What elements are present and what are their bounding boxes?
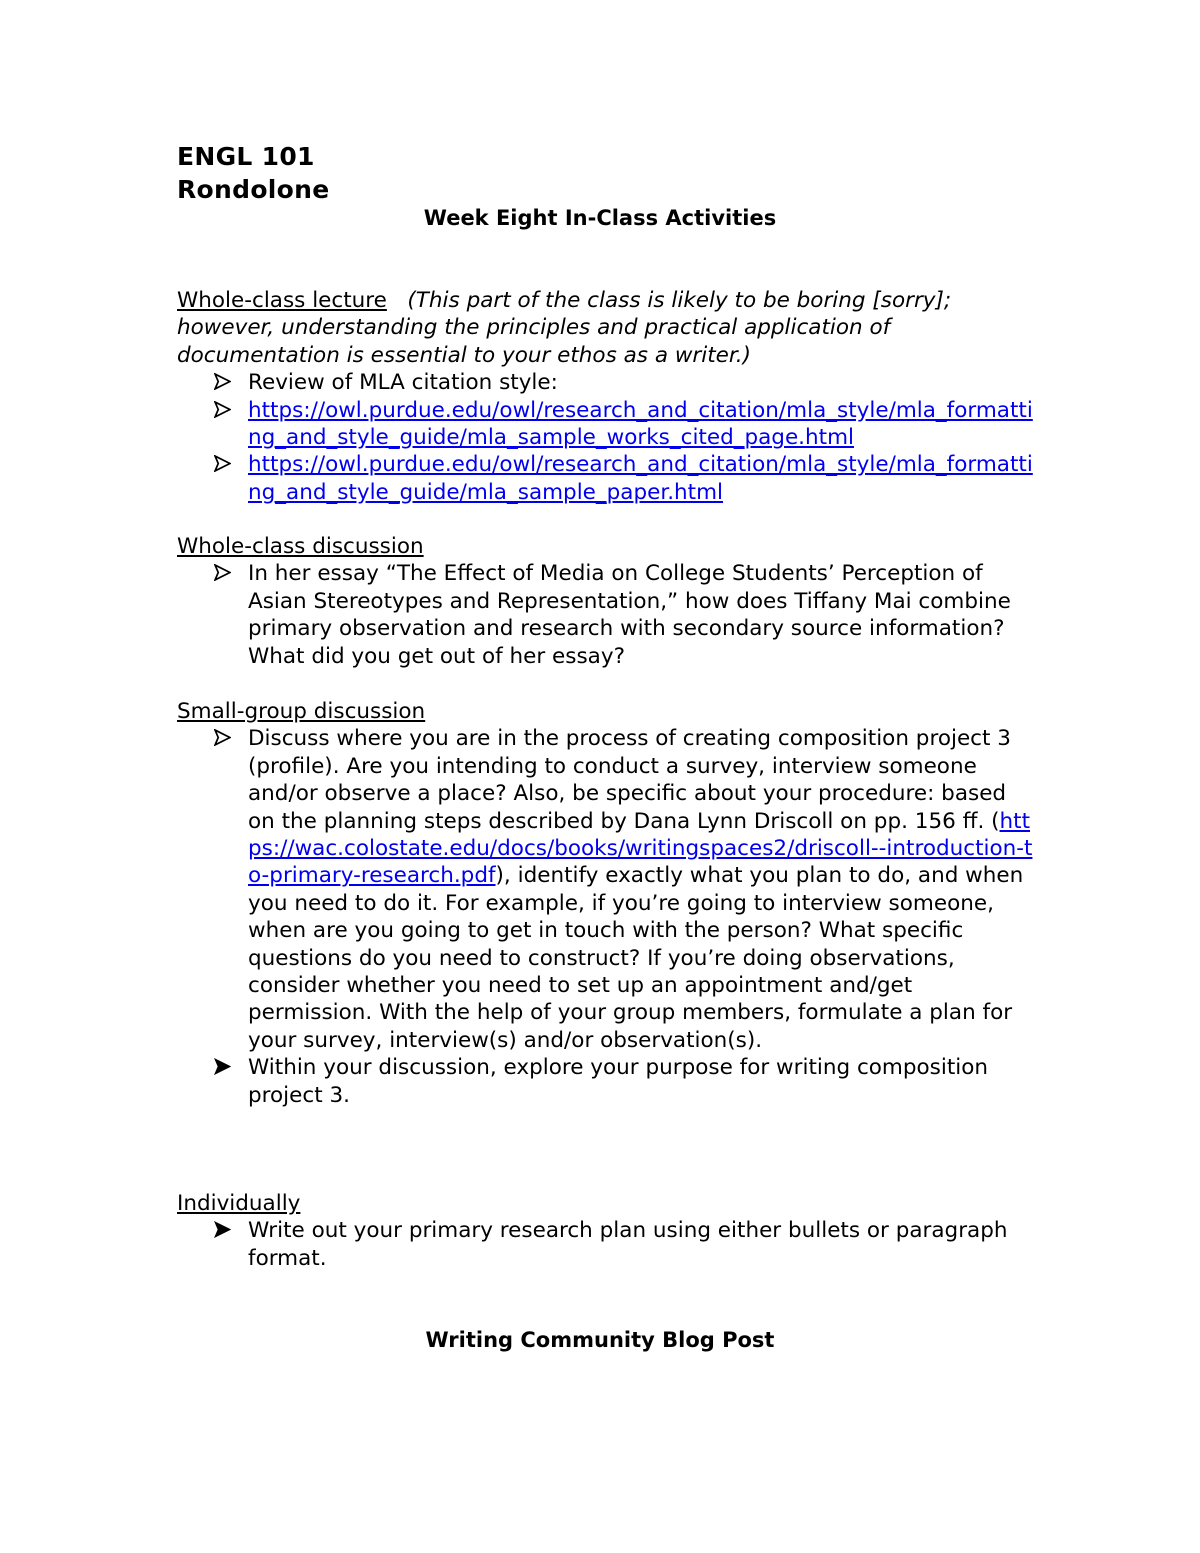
section-heading-discussion: Whole-class discussion [177, 534, 424, 559]
section-lecture [177, 287, 1037, 506]
list-item-text: Review of MLA citation style: [248, 370, 558, 396]
discussion-list [177, 560, 1037, 670]
page-title: Week Eight In-Class Activities [423, 206, 777, 230]
list-item [177, 725, 1037, 1054]
course-code: ENGL 101 [177, 142, 315, 171]
list-item [177, 369, 1037, 396]
section-heading-individually: Individually [177, 1191, 301, 1216]
blog-post-title: Writing Community Blog Post [425, 1328, 775, 1352]
list-item-text: In her essay “The Effect of Media on College Students’ Perception of Asian Stereotypes and Representation,” how does Tiffany Mai combine primary observation and research with secondary source information? What did you get out of her essay? [248, 561, 1011, 669]
arrow-bullet-icon [214, 564, 231, 581]
arrow-bullet-icon [214, 1221, 231, 1238]
mla-sample-paper-link[interactable]: https://owl.purdue.edu/owl/research_and_citation/mla_style/mla_formatting_and_style_guide/mla_sample_paper.html [248, 452, 1033, 505]
list-item-text: ), identify exactly what you plan to do, and when you need to do it. For example, if you’re going to interview someone, when are you going to get in touch with the person? What specific questions do you need to construct? If you’re doing observations, consider whether you need to set up an appointment and/get permission. With the help of your group members, formulate a plan for your survey, interview(s) and/or observation(s). [248, 863, 1024, 1053]
arrow-bullet-icon [214, 729, 231, 746]
course-header [177, 140, 330, 206]
list-item [177, 560, 1037, 670]
list-item-text: Within your discussion, explore your purpose for writing composition project 3. [248, 1055, 989, 1108]
individually-list [177, 1217, 1037, 1272]
lecture-note: (This part of the class is likely to be boring [sorry]; however, understanding the principles and practical application of documentation is essential to your ethos as a writer.) [177, 288, 952, 368]
section-discussion [177, 533, 1037, 670]
small-group-list [177, 725, 1037, 1109]
driscoll-primary-research-link[interactable]: https://wac.colostate.edu/docs/books/writingspaces2/driscoll--introduction-to-primary-research.pdf [248, 808, 1033, 889]
arrow-bullet-icon [214, 373, 231, 390]
section-heading-lecture: Whole-class lecture [177, 288, 387, 313]
arrow-bullet-icon [214, 401, 231, 418]
list-item [177, 397, 1037, 452]
arrow-bullet-icon [214, 455, 231, 472]
section-small-group [177, 698, 1037, 1109]
list-item-text: Discuss where you are in the process of creating composition project 3 (profile). Are you intending to conduct a survey, interview someone and/or observe a place? Also, be specific about your procedure: based on the planning steps described by Dana Lynn Driscoll on pp. 156 ff. ( [248, 726, 1011, 834]
list-item [177, 1217, 1037, 1272]
mla-works-cited-link[interactable]: https://owl.purdue.edu/owl/research_and_citation/mla_style/mla_formatting_and_style_guide/mla_sample_works_cited_page.html [248, 397, 1033, 451]
instructor-name: Rondolone [177, 175, 330, 204]
list-item [177, 1054, 1037, 1109]
arrow-bullet-icon [214, 1058, 231, 1075]
section-individually [177, 1190, 1037, 1272]
lecture-list [177, 369, 1037, 506]
list-item-text: Write out your primary research plan using either bullets or paragraph format. [248, 1218, 1008, 1271]
list-item [177, 451, 1037, 506]
section-heading-small-group: Small-group discussion [177, 699, 426, 724]
